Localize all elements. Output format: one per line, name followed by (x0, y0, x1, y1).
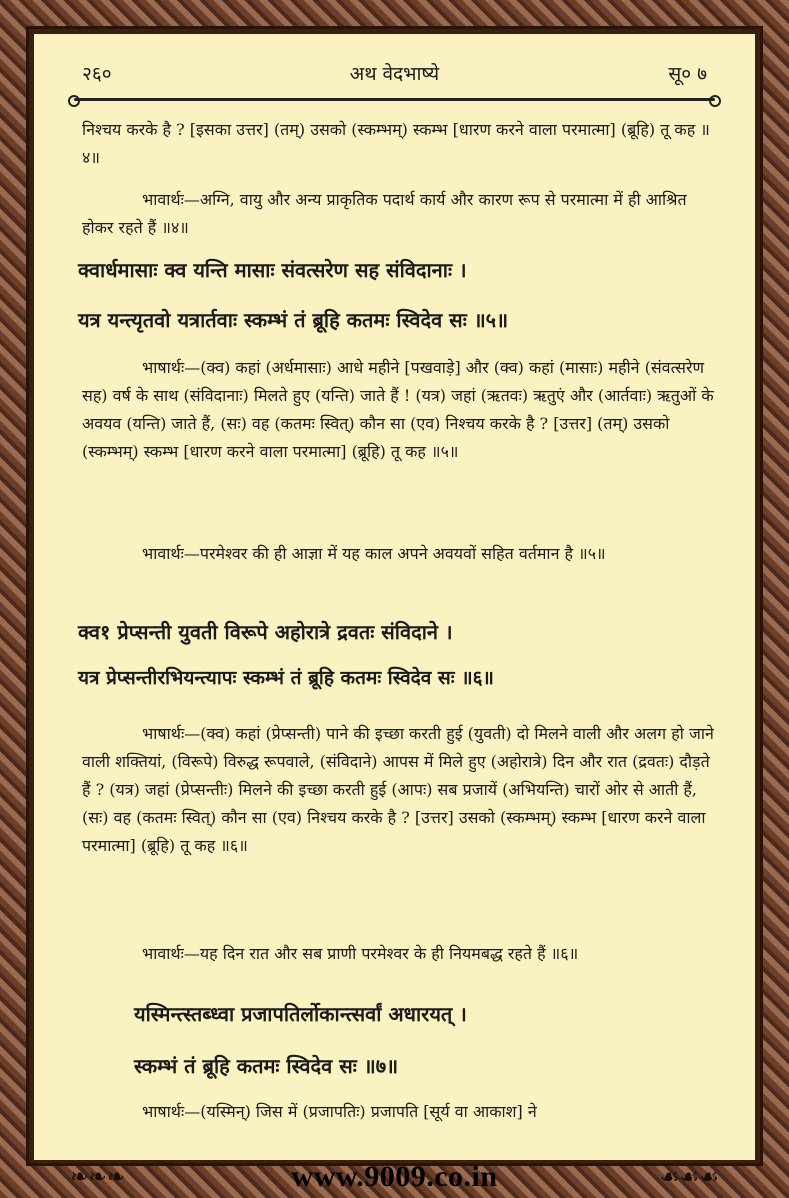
page-title: अथ वेदभाष्ये (349, 63, 440, 85)
paragraph-5: भाषार्थः—(क्व) कहां (प्रेप्सन्ती) पाने की इच्छा करती हुई (युवती) दो मिलने वाली और अलग हो जाने वाली शक्तियां, (विरूपे) विरुद्ध रूपवाले, (संविदाने) आपस में मिले हुए (अहोरात्रे) दिन और रात (द्रवतः) दौड़ते हैं ? (यत्र) जहां (प्रेप्सन्तीः) मिलने की इच्छा करती हुई (आपः) सब प्रजायें (अभियन्ति) चारों ओर से आती हैं, (सः) वह (कतमः स्वित्) कौन सा (एव) निश्चय करके है ? [उत्तर] उसको (स्कम्भम्) स्कम्भ [धारण करने वाला परमात्मा] (ब्रूहि) तू कह ॥६॥ (82, 724, 714, 855)
paragraph-1: निश्चय करके है ? [इसका उत्तर] (तम्) उसको (स्कम्भम्) स्कम्भ [धारण करने वाला परमात्मा] (ब्रूहि) तू कह ॥४॥ (82, 120, 710, 167)
mantra-5-line-1: क्वार्धमासाः क्व यन्ति मासाः संवत्सरेण सह संविदानाः । (78, 258, 467, 282)
paragraph-4: भावार्थः—परमेश्वर की ही आज्ञा में यह काल अपने अवयवों सहित वर्तमान है ॥५॥ (142, 544, 606, 563)
header-rule (74, 98, 715, 101)
sukta-number: सू० ७ (668, 63, 707, 85)
paragraph-3: भाषार्थः—(क्व) कहां (अर्धमासाः) आधे महीने [पखवाड़े] और (क्व) कहां (मासाः) महीने (संवत्सरेण सह) वर्ष के साथ (संविदानाः) मिलते हुए (यन्ति) जाते हैं ! (यत्र) जहां (ऋतवः) ऋतुएं और (आर्तवाः) ऋतुओं के अवयव (यन्ति) जाते हैं, (सः) वह (कतमः स्वित्) कौन सा (एव) निश्चय करके है ? [उत्तर] (तम्) उसको (स्कम्भम्) स्कम्भ [धारण करने वाला परमात्मा] (ब्रूहि) तू कह ॥५॥ (82, 358, 714, 461)
paragraph-6: भावार्थः—यह दिन रात और सब प्राणी परमेश्वर के ही नियमबद्ध रहते हैं ॥६॥ (142, 944, 579, 963)
page-number: २६० (82, 63, 112, 85)
mantra-7-line-2: स्कम्भं तं ब्रूहि कतमः स्विदेव सः ॥७॥ (134, 1054, 399, 1078)
mantra-5-line-2: यत्र यन्त्यृतवो यत्रार्तवाः स्कम्भं तं ब्रूहि कतमः स्विदेव सः ॥५॥ (78, 308, 509, 332)
mantra-7-line-1: यस्मिन्त्स्तब्ध्वा प्रजापतिर्लोकान्त्सर्वां अधारयत् । (134, 1002, 467, 1026)
mantra-6-line-1: क्व१ प्रेप्सन्ती युवती विरूपे अहोरात्रे द्रवतः संविदाने । (78, 620, 453, 644)
paragraph-2: भावार्थः—अग्नि, वायु और अन्य प्राकृतिक पदार्थ कार्य और कारण रूप से परमात्मा में ही आश्रित होकर रहते हैं ॥४॥ (82, 190, 687, 237)
mantra-6-line-2: यत्र प्रेप्सन्तीरभियन्त्यापः स्कम्भं तं ब्रूहि कतमः स्विदेव सः ॥६॥ (78, 667, 494, 689)
paragraph-7: भाषार्थः—(यस्मिन्) जिस में (प्रजापतिः) प्रजापति [सूर्य वा आकाश] ने (142, 1102, 537, 1121)
page-header (74, 60, 715, 88)
swirl-right-icon: ☙☙☙ (659, 1165, 719, 1190)
scanned-page (34, 34, 755, 1160)
watermark-text: www.9009.co.in (291, 1160, 498, 1193)
swirl-left-icon: ❧❧❧ (70, 1165, 126, 1190)
